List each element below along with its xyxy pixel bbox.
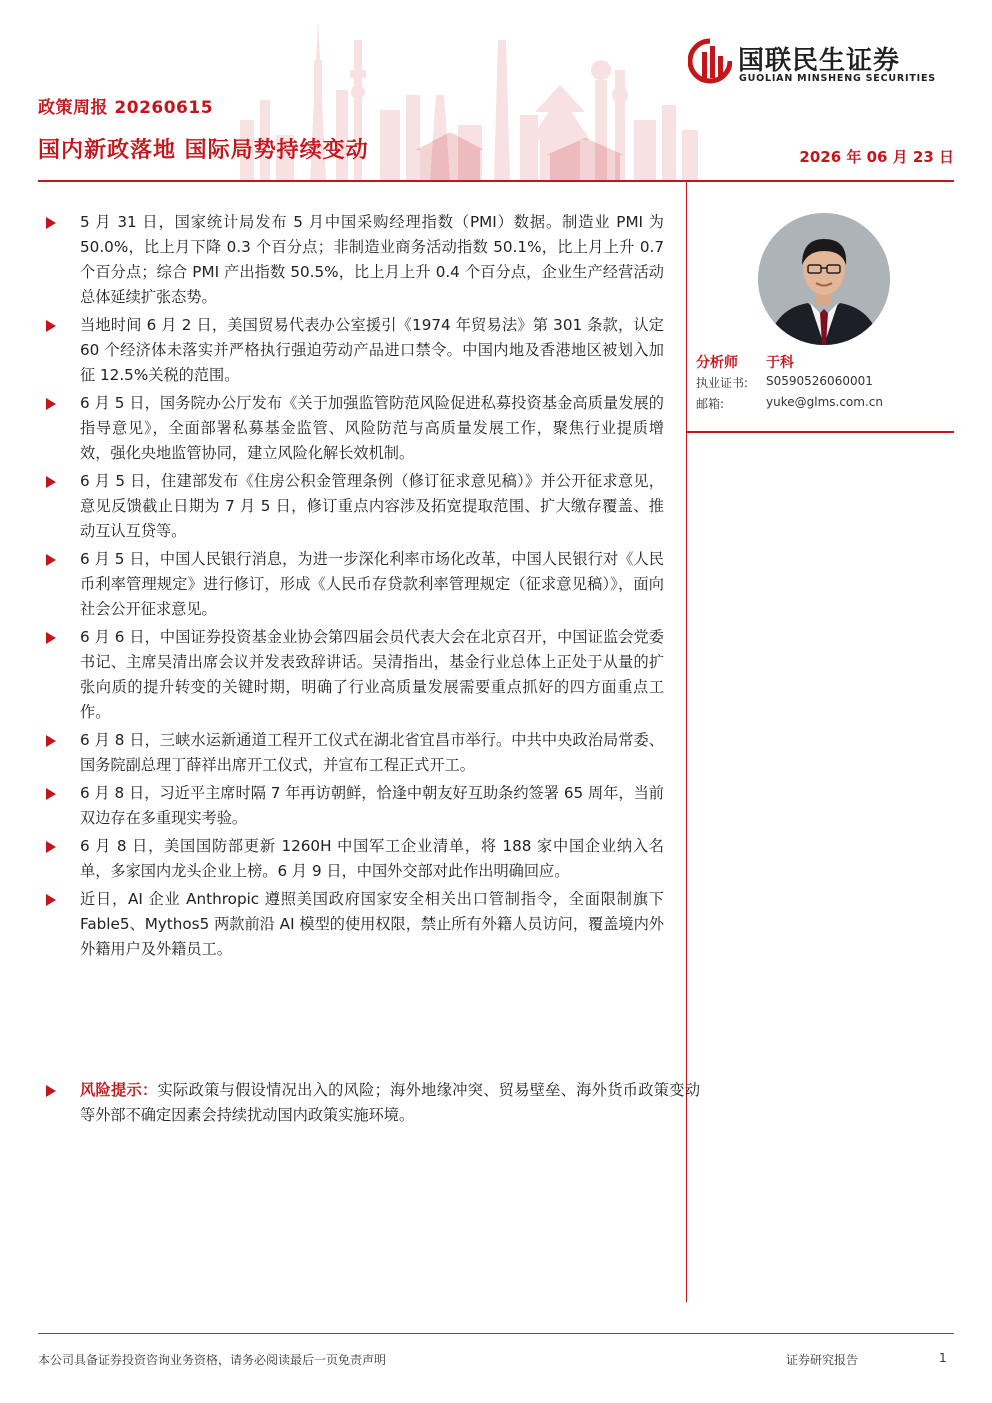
list-item [44, 834, 664, 884]
summary-bullets [44, 210, 664, 965]
logo-name-cn: 国联民生证券 [738, 46, 901, 76]
list-item [44, 781, 664, 831]
arrow-bullet-icon [46, 1085, 56, 1097]
analyst-email[interactable]: yuke@glms.com.cn [766, 395, 883, 409]
list-item [44, 313, 664, 388]
analyst-photo [758, 213, 890, 345]
arrow-bullet-icon [46, 398, 56, 410]
bullet-text: 当地时间 6 月 2 日，美国贸易代表办公室援引《1974 年贸易法》第 301 条款，认定 60 个经济体未落实并严格执行强迫劳动产品进口禁令。中国内地及香港地区被划入加征 12.5%关税的范围。 [80, 316, 664, 384]
cert-label: 执业证书: [696, 376, 749, 390]
arrow-bullet-icon [46, 320, 56, 332]
logo-name-en: GUOLIAN MINSHENG SECURITIES [739, 73, 936, 84]
risk-label: 风险提示： [80, 1081, 158, 1099]
analyst-name: 于科 [766, 355, 794, 371]
bullet-text: 5 月 31 日，国家统计局发布 5 月中国采购经理指数（PMI）数据。制造业 PMI 为 50.0%，比上月下降 0.3 个百分点；非制造业商务活动指数 50.1%，比上月上升 0.7 个百分点；综合 PMI 产出指数 50.5%，比上月上升 0.4 个百分点，企业生产经营活动总体延续扩张态势。 [80, 213, 664, 306]
list-item [44, 469, 664, 544]
bullet-text: 6 月 8 日，美国国防部更新 1260H 中国军工企业清单，将 188 家中国企业纳入名单，多家国内龙头企业上榜。6 月 9 日，中国外交部对此作出明确回应。 [80, 837, 664, 880]
bullet-text: 6 月 5 日，国务院办公厅发布《关于加强监管防范风险促进私募投资基金高质量发展的指导意见》，全面部署私募基金监管、风险防范与高质量发展工作，聚焦行业提质增效，强化央地监管协同，建立风险化解长效机制。 [80, 394, 664, 462]
list-item [44, 210, 664, 310]
header-divider [38, 180, 954, 182]
risk-warning [44, 1078, 700, 1128]
column-divider [686, 182, 687, 1302]
analyst-role: 分析师 [696, 355, 738, 371]
footer-disclaimer: 本公司具备证券投资咨询业务资格，请务必阅读最后一页免责声明 [38, 1353, 387, 1367]
list-item [44, 728, 664, 778]
arrow-bullet-icon [46, 476, 56, 488]
arrow-bullet-icon [46, 788, 56, 800]
logo-mark-icon [688, 38, 732, 84]
arrow-bullet-icon [46, 217, 56, 229]
bullet-text: 6 月 8 日，习近平主席时隔 7 年再访朝鲜，恰逢中朝友好互助条约签署 65 周年，当前双边存在多重现实考验。 [80, 784, 664, 827]
cert-number: S0590526060001 [766, 374, 873, 388]
company-logo [688, 38, 958, 88]
bullet-text: 近日，AI 企业 Anthropic 遵照美国政府国家安全相关出口管制指令，全面限制旗下 Fable5、Mythos5 两款前沿 AI 模型的使用权限，禁止所有外籍人员访问，覆盖境内外外籍用户及外籍员工。 [80, 890, 664, 958]
list-item [44, 887, 664, 962]
arrow-bullet-icon [46, 632, 56, 644]
list-item [44, 391, 664, 466]
risk-text: 实际政策与假设情况出入的风险；海外地缘冲突、贸易壁垒、海外货币政策变动等外部不确定因素会持续扰动国内政策实施环境。 [80, 1081, 701, 1124]
report-date: 2026 年 06 月 23 日 [799, 148, 954, 166]
footer-divider [38, 1333, 954, 1334]
arrow-bullet-icon [46, 894, 56, 906]
bullet-text: 6 月 5 日，中国人民银行消息，为进一步深化利率市场化改革，中国人民银行对《人民币利率管理规定》进行修订，形成《人民币存贷款利率管理规定（征求意见稿）》，面向社会公开征求意见。 [80, 550, 664, 618]
arrow-bullet-icon [46, 735, 56, 747]
list-item [44, 547, 664, 622]
arrow-bullet-icon [46, 841, 56, 853]
page-number: 1 [939, 1351, 947, 1365]
analyst-portrait-icon [758, 213, 890, 345]
footer-report-kind: 证券研究报告 [786, 1353, 859, 1367]
email-label: 邮箱: [696, 397, 725, 411]
bullet-text: 6 月 8 日，三峡水运新通道工程开工仪式在湖北省宜昌市举行。中共中央政治局常委、国务院副总理丁薛祥出席开工仪式，并宣布工程正式开工。 [80, 731, 664, 774]
analyst-info [696, 352, 956, 416]
bullet-text: 6 月 6 日，中国证券投资基金业协会第四届会员代表大会在北京召开，中国证监会党委书记、主席吴清出席会议并发表致辞讲话。吴清指出，基金行业总体上正处于从量的扩张向质的提升转变的关键时期，明确了行业高质量发展需要重点抓好的四方面重点工作。 [80, 628, 664, 721]
report-title: 国内新政落地 国际局势持续变动 [38, 138, 369, 163]
bullet-text: 6 月 5 日，住建部发布《住房公积金管理条例（修订征求意见稿）》并公开征求意见，意见反馈截止日期为 7 月 5 日，修订重点内容涉及拓宽提取范围、扩大缴存覆盖、推动互认互贷等。 [80, 472, 664, 540]
report-type: 政策周报 20260615 [38, 98, 214, 118]
analyst-divider [686, 431, 954, 433]
arrow-bullet-icon [46, 554, 56, 566]
list-item [44, 625, 664, 725]
